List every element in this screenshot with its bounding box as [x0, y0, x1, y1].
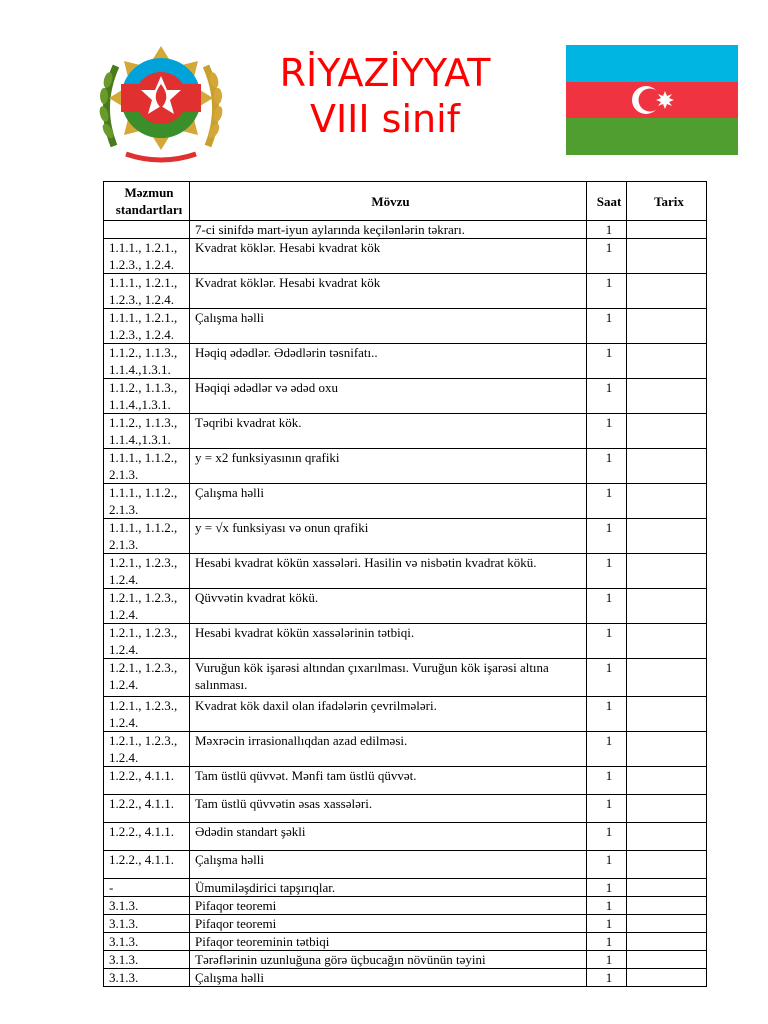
cell-topic: y = √x funksiyası və onun qrafiki	[190, 519, 587, 554]
header-topic: Mövzu	[190, 182, 587, 221]
table-row	[104, 897, 707, 915]
cell-hours: 1	[587, 915, 627, 933]
cell-hours: 1	[587, 897, 627, 915]
cell-date	[627, 969, 707, 987]
cell-date	[627, 554, 707, 589]
cell-hours: 1	[587, 239, 627, 274]
cell-date	[627, 767, 707, 795]
table-row	[104, 697, 707, 732]
cell-topic: Həqiq ədədlər. Ədədlərin təsnifatı..	[190, 344, 587, 379]
table-row	[104, 951, 707, 969]
cell-topic: Tam üstlü qüvvət. Mənfi tam üstlü qüvvət.	[190, 767, 587, 795]
table-row	[104, 379, 707, 414]
cell-standards: 1.1.2., 1.1.3., 1.1.4.,1.3.1.	[104, 379, 190, 414]
cell-standards: 1.1.2., 1.1.3., 1.1.4.,1.3.1.	[104, 414, 190, 449]
cell-standards: 1.2.1., 1.2.3., 1.2.4.	[104, 589, 190, 624]
cell-standards: 1.2.1., 1.2.3., 1.2.4.	[104, 732, 190, 767]
cell-hours: 1	[587, 624, 627, 659]
cell-topic: Ümumiləşdirici tapşırıqlar.	[190, 879, 587, 897]
cell-topic: 7-ci sinifdə mart-iyun aylarında keçilənlərin təkrarı.	[190, 221, 587, 239]
cell-standards: 3.1.3.	[104, 897, 190, 915]
cell-standards: 3.1.3.	[104, 969, 190, 987]
cell-date	[627, 915, 707, 933]
cell-hours: 1	[587, 379, 627, 414]
cell-date	[627, 624, 707, 659]
cell-hours: 1	[587, 732, 627, 767]
cell-hours: 1	[587, 823, 627, 851]
table-row	[104, 344, 707, 379]
cell-standards: 1.1.2., 1.1.3., 1.1.4.,1.3.1.	[104, 344, 190, 379]
cell-topic: Çalışma həlli	[190, 484, 587, 519]
cell-topic: Kvadrat kök daxil olan ifadələrin çevrilmələri.	[190, 697, 587, 732]
table-header-row	[104, 182, 707, 221]
table-row	[104, 851, 707, 879]
cell-topic: Vuruğun kök işarəsi altından çıxarılması. Vuruğun kök işarəsi altına salınması.	[190, 659, 587, 697]
cell-hours: 1	[587, 309, 627, 344]
cell-date	[627, 414, 707, 449]
cell-date	[627, 951, 707, 969]
cell-standards: 1.2.1., 1.2.3., 1.2.4.	[104, 554, 190, 589]
cell-hours: 1	[587, 767, 627, 795]
cell-topic: Təqribi kvadrat kök.	[190, 414, 587, 449]
cell-topic: Pifaqor teoremi	[190, 915, 587, 933]
cell-date	[627, 239, 707, 274]
cell-date	[627, 659, 707, 697]
table-row	[104, 589, 707, 624]
table-row	[104, 309, 707, 344]
cell-hours: 1	[587, 414, 627, 449]
cell-standards: 3.1.3.	[104, 915, 190, 933]
cell-standards: 1.1.1., 1.1.2., 2.1.3.	[104, 484, 190, 519]
cell-date	[627, 589, 707, 624]
header-hours: Saat	[587, 182, 627, 221]
cell-date	[627, 795, 707, 823]
header-standards: Məzmun standartları	[104, 182, 190, 221]
table-row	[104, 221, 707, 239]
cell-topic: Ədədin standart şəkli	[190, 823, 587, 851]
coat-of-arms-icon	[96, 36, 226, 166]
cell-standards: 3.1.3.	[104, 933, 190, 951]
cell-date	[627, 274, 707, 309]
cell-hours: 1	[587, 484, 627, 519]
cell-standards: 1.1.1., 1.1.2., 2.1.3.	[104, 449, 190, 484]
table-row	[104, 933, 707, 951]
cell-hours: 1	[587, 851, 627, 879]
table-row	[104, 659, 707, 697]
cell-standards: 1.2.1., 1.2.3., 1.2.4.	[104, 659, 190, 697]
table-row	[104, 795, 707, 823]
cell-hours: 1	[587, 554, 627, 589]
table-row	[104, 732, 707, 767]
page-title	[240, 50, 530, 142]
cell-date	[627, 344, 707, 379]
cell-date	[627, 519, 707, 554]
cell-date	[627, 449, 707, 484]
cell-hours: 1	[587, 274, 627, 309]
table-row	[104, 823, 707, 851]
cell-standards: 1.2.1., 1.2.3., 1.2.4.	[104, 624, 190, 659]
table-row	[104, 274, 707, 309]
table-row	[104, 767, 707, 795]
cell-date	[627, 484, 707, 519]
cell-date	[627, 379, 707, 414]
cell-standards: -	[104, 879, 190, 897]
table-row	[104, 519, 707, 554]
cell-topic: Tam üstlü qüvvətin əsas xassələri.	[190, 795, 587, 823]
table-row	[104, 484, 707, 519]
cell-hours: 1	[587, 659, 627, 697]
title-grade: VIII sinif	[309, 97, 461, 141]
cell-topic: Pifaqor teoremi	[190, 897, 587, 915]
cell-standards: 1.2.2., 4.1.1.	[104, 795, 190, 823]
cell-topic: Həqiqi ədədlər və ədəd oxu	[190, 379, 587, 414]
title-subject: RİYAZİYYAT	[279, 51, 491, 95]
cell-hours: 1	[587, 933, 627, 951]
cell-topic: Pifaqor teoreminin tətbiqi	[190, 933, 587, 951]
cell-date	[627, 823, 707, 851]
cell-date	[627, 309, 707, 344]
cell-topic: Kvadrat köklər. Hesabi kvadrat kök	[190, 239, 587, 274]
cell-hours: 1	[587, 344, 627, 379]
cell-date	[627, 221, 707, 239]
cell-hours: 1	[587, 879, 627, 897]
cell-standards: 1.1.1., 1.2.1., 1.2.3., 1.2.4.	[104, 274, 190, 309]
cell-topic: Çalışma həlli	[190, 309, 587, 344]
cell-hours: 1	[587, 969, 627, 987]
cell-date	[627, 933, 707, 951]
cell-standards: 1.2.2., 4.1.1.	[104, 851, 190, 879]
cell-standards: 1.2.1., 1.2.3., 1.2.4.	[104, 697, 190, 732]
cell-topic: Tərəflərinin uzunluğuna görə üçbucağın növünün təyini	[190, 951, 587, 969]
cell-topic: y = x2 funksiyasının qrafiki	[190, 449, 587, 484]
cell-hours: 1	[587, 951, 627, 969]
cell-date	[627, 697, 707, 732]
cell-topic: Qüvvətin kvadrat kökü.	[190, 589, 587, 624]
cell-topic: Çalışma həlli	[190, 851, 587, 879]
cell-date	[627, 897, 707, 915]
cell-hours: 1	[587, 221, 627, 239]
table-row	[104, 969, 707, 987]
curriculum-table	[103, 181, 707, 987]
cell-hours: 1	[587, 697, 627, 732]
table-row	[104, 414, 707, 449]
header-date: Tarix	[627, 182, 707, 221]
table-row	[104, 879, 707, 897]
table-row	[104, 239, 707, 274]
cell-date	[627, 732, 707, 767]
cell-topic: Çalışma həlli	[190, 969, 587, 987]
cell-standards: 3.1.3.	[104, 951, 190, 969]
cell-date	[627, 851, 707, 879]
azerbaijan-flag-icon	[566, 45, 738, 155]
cell-standards	[104, 221, 190, 239]
table-row	[104, 915, 707, 933]
table-row	[104, 449, 707, 484]
cell-standards: 1.2.2., 4.1.1.	[104, 823, 190, 851]
table-row	[104, 624, 707, 659]
cell-hours: 1	[587, 449, 627, 484]
cell-standards: 1.2.2., 4.1.1.	[104, 767, 190, 795]
cell-topic: Hesabi kvadrat kökün xassələrinin tətbiqi.	[190, 624, 587, 659]
cell-standards: 1.1.1., 1.2.1., 1.2.3., 1.2.4.	[104, 309, 190, 344]
cell-hours: 1	[587, 795, 627, 823]
cell-standards: 1.1.1., 1.1.2., 2.1.3.	[104, 519, 190, 554]
cell-topic: Kvadrat köklər. Hesabi kvadrat kök	[190, 274, 587, 309]
cell-topic: Hesabi kvadrat kökün xassələri. Hasilin və nisbətin kvadrat kökü.	[190, 554, 587, 589]
cell-hours: 1	[587, 589, 627, 624]
table-body	[104, 221, 707, 987]
cell-date	[627, 879, 707, 897]
table-row	[104, 554, 707, 589]
cell-standards: 1.1.1., 1.2.1., 1.2.3., 1.2.4.	[104, 239, 190, 274]
cell-hours: 1	[587, 519, 627, 554]
cell-topic: Məxrəcin irrasionallıqdan azad edilməsi.	[190, 732, 587, 767]
